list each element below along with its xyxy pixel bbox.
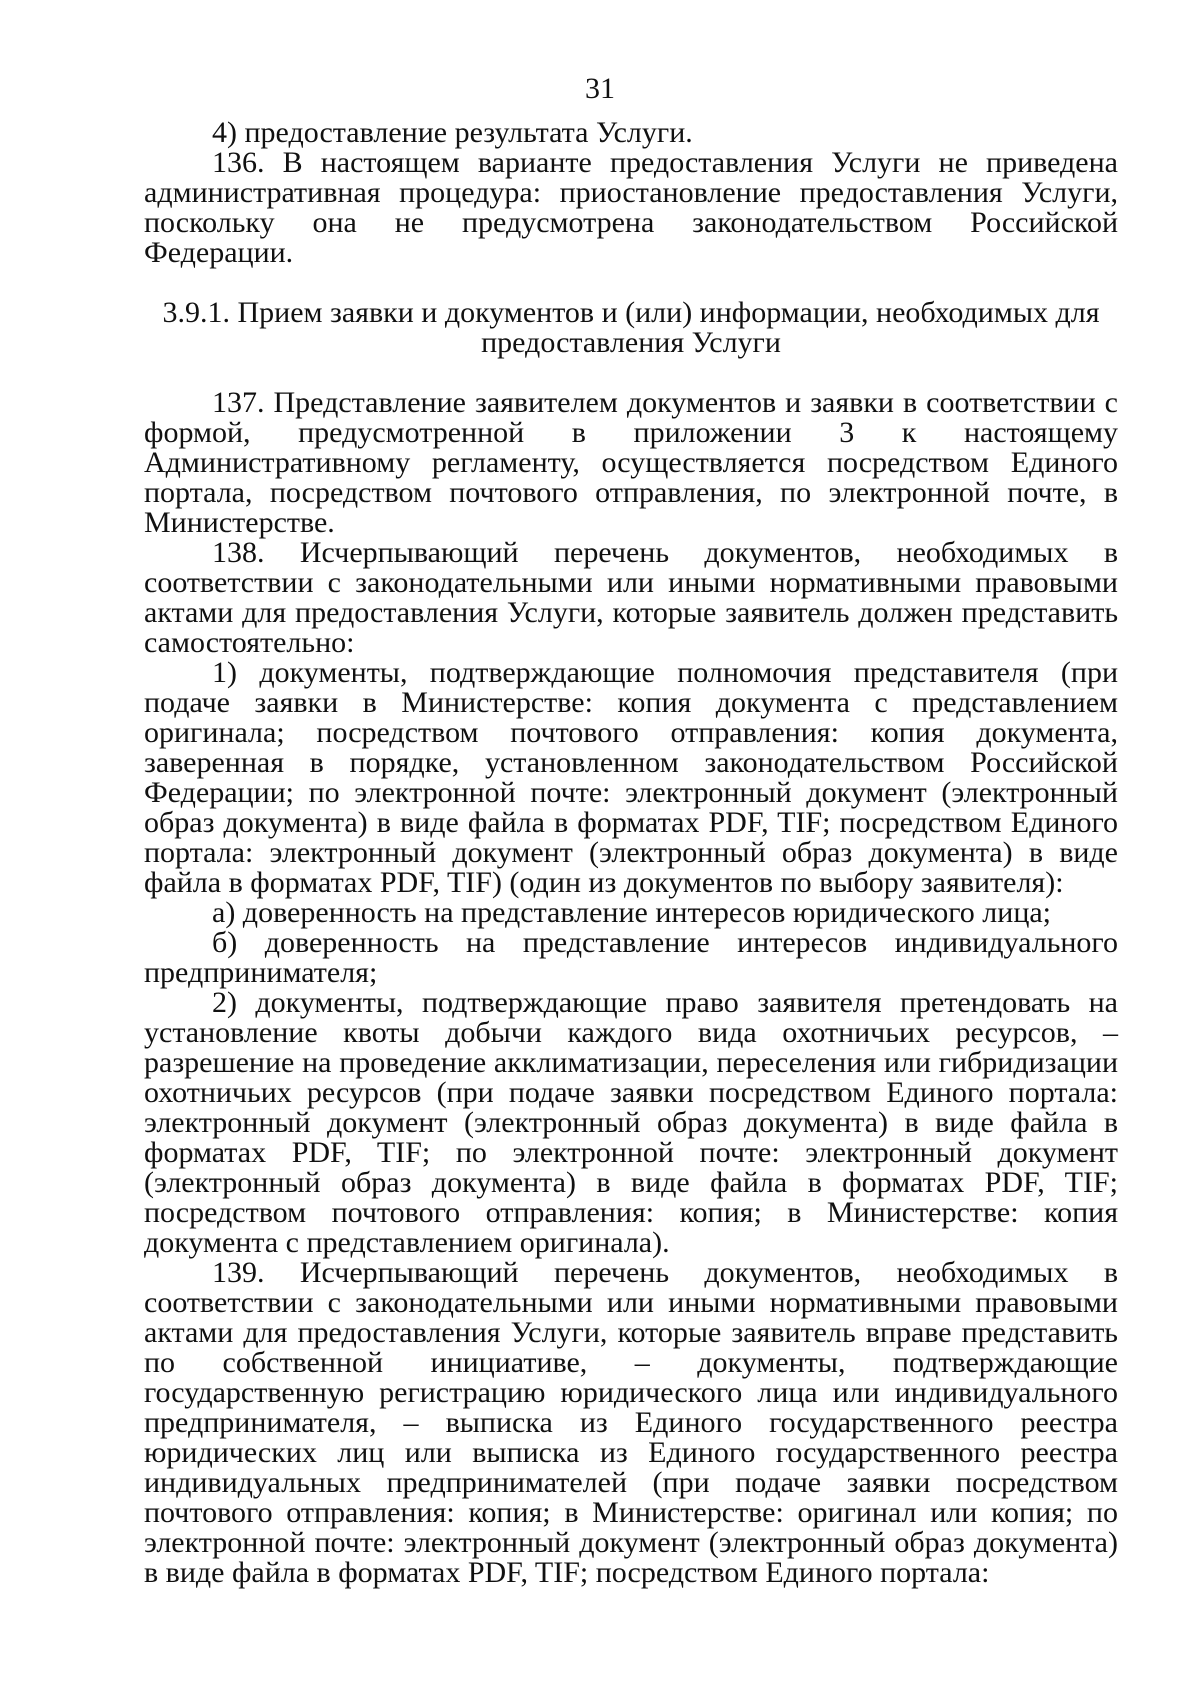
page-number: 31 — [585, 72, 615, 105]
document-body — [144, 118, 1118, 1588]
list-item-1-documents-authority: 1) документы, подтверждающие полномочия представителя (при подаче заявки в Министерстве: копия документа с представлением оригинала; посредством почтового отправления: копия документа, заверенная в порядке, установленном законодательством Российской Федерации; по электронной почте: электронный документ (электронный образ документа) в виде файла в форматах PDF, TIF; посредством Единого портала: электронный документ (электронный образ документа) в виде файла в форматах PDF, TIF) (один из документов по выбору заявителя): — [144, 656, 1118, 899]
paragraph-137: 137. Представление заявителем документов и заявки в соответствии с формой, предусмотренной в приложении 3 к настоящему Административному регламенту, осуществляется посредством Единого портала, посредством почтового отправления, по электронной почте, в Министерстве. — [144, 386, 1118, 539]
paragraph-138: 138. Исчерпывающий перечень документов, необходимых в соответствии с законодательными или иными нормативными правовыми актами для предоставления Услуги, которые заявитель должен представить самостоятельно: — [144, 536, 1118, 659]
paragraph-item-4-result: 4) предоставление результата Услуги. — [212, 116, 693, 149]
section-heading: 3.9.1. Прием заявки и документов и (или) информации, необходимых для предоставления Услуги — [162, 296, 1100, 359]
list-item-2-right-documents: 2) документы, подтверждающие право заявителя претендовать на установление квоты добычи каждого вида охотничьих ресурсов, – разрешение на проведение акклиматизации, переселения или гибридизации охотничьих ресурсов (при подаче заявки посредством Единого портала: электронный документ (электронный образ документа) в виде файла в форматах PDF, TIF; по электронной почте: электронный документ (электронный образ документа) в виде файла в форматах PDF, TIF; посредством почтового отправления: копия; в Министерстве: копия документа с представлением оригинала). — [144, 986, 1118, 1259]
list-item-b-entrepreneur-power-of-attorney: б) доверенность на представление интересов индивидуального предпринимателя; — [144, 926, 1118, 989]
paragraph-139: 139. Исчерпывающий перечень документов, необходимых в соответствии с законодательными или иными нормативными правовыми актами для предоставления Услуги, которые заявитель вправе представить по собственной инициативе, – документы, подтверждающие государственную регистрацию юридического лица или индивидуального предпринимателя, – выписка из Единого государственного реестра юридических лиц или выписка из Единого государственного реестра индивидуальных предпринимателей (при подаче заявки посредством почтового отправления: копия; в Министерстве: оригинал или копия; по электронной почте: электронный документ (электронный образ документа) в виде файла в форматах PDF, TIF; посредством Единого портала: — [144, 1256, 1118, 1589]
paragraph-136: 136. В настоящем варианте предоставления Услуги не приведена административная процедура: приостановление предоставления Услуги, поскольку она не предусмотрена законодательством Российской Федерации. — [144, 146, 1118, 269]
list-item-a-legal-entity-power-of-attorney: а) доверенность на представление интересов юридического лица; — [212, 896, 1052, 929]
